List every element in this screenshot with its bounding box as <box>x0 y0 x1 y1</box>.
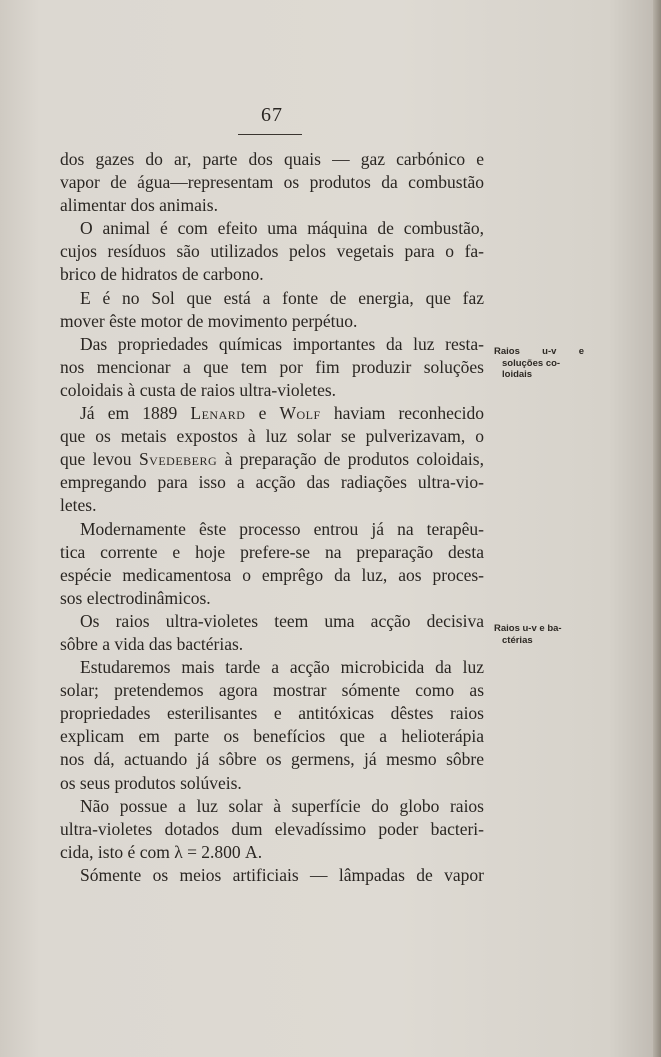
text-line: coloidais à custa de raios ultra-violetes. <box>60 379 337 400</box>
text-line: espécie medicamentosa o emprêgo da luz, aos proces- <box>60 564 484 585</box>
author-name-wolf: Wolf <box>279 403 321 424</box>
text-line: E é no Sol que está a fonte de energia, que faz <box>80 287 484 308</box>
margin-note-raios-uv-bacterias <box>494 623 584 646</box>
text-line: solar; pretendemos agora mostrar sómente como as <box>60 680 484 701</box>
author-name-svedeberg: Svedeberg <box>138 449 218 470</box>
text-line: Sómente os meios artificiais — lâmpadas de vapor <box>80 864 484 885</box>
page-edge <box>653 0 661 1057</box>
text-line: cida, isto é com λ = 2.800 A. <box>60 841 263 862</box>
text-line: vapor de água—representam os produtos da combustão <box>60 172 484 193</box>
text-line: tica corrente e hoje prefere-se na preparação desta <box>60 541 484 562</box>
text-line: explicam em parte os benefícios que a helioterápia <box>60 726 484 747</box>
margin-note-line: ctérias <box>502 634 533 646</box>
text-line-with-name <box>60 448 484 471</box>
text-line: O animal é com efeito uma máquina de combustão, <box>80 218 484 239</box>
margin-note-line: loidais <box>502 369 533 380</box>
margin-note-line: Raios u-v e ba- <box>494 623 562 634</box>
text-line: propriedades esterilisantes e antitóxicas dêstes raios <box>60 703 484 724</box>
text-line: nos mencionar a que tem por fim produzir soluções <box>60 356 484 377</box>
page-number: 67 <box>261 104 283 126</box>
margin-note-line: Raios u-v e <box>494 346 584 357</box>
text-line: ultra-violetes dotados dum elevadíssimo poder bacteri- <box>60 818 484 839</box>
text-line: Modernamente êste processo entrou já na terapêu- <box>80 518 484 539</box>
page-number-rule <box>238 134 302 135</box>
text-fragment: Já em 1889 <box>80 403 191 424</box>
text-fragment: à preparação de produtos coloidais, <box>217 449 484 470</box>
text-fragment: haviam reconhecido <box>320 403 484 424</box>
text-line: alimentar dos animais. <box>60 195 218 216</box>
text-line: Das propriedades químicas importantes da luz resta- <box>80 333 484 354</box>
text-line: Não possue a luz solar à superfície do globo raios <box>80 795 484 816</box>
text-line: brico de hidratos de carbono. <box>60 264 264 285</box>
text-line: Estudaremos mais tarde a acção microbicida da luz <box>80 657 484 678</box>
text-line: os seus produtos solúveis. <box>60 772 242 793</box>
text-line: sos electrodinâmicos. <box>60 587 211 608</box>
text-line: letes. <box>60 495 97 516</box>
text-line: Os raios ultra-violetes teem uma acção decisiva <box>80 610 484 631</box>
text-line: nos dá, actuando já sôbre os germens, já mesmo sôbre <box>60 749 484 770</box>
text-line: que os metais expostos à luz solar se pulverizavam, o <box>60 426 484 447</box>
text-fragment: e <box>245 403 280 424</box>
author-name-lenard: Lenard <box>190 403 246 424</box>
text-line: cujos resíduos são utilizados pelos vegetais para o fa- <box>60 241 484 262</box>
body-text <box>60 148 484 887</box>
text-line: mover êste motor de movimento perpétuo. <box>60 310 358 331</box>
margin-note-raios-uv-solucoes <box>494 346 584 381</box>
text-fragment: que levou <box>60 449 139 470</box>
text-line: sôbre a vida das bactérias. <box>60 633 244 654</box>
text-line-with-names <box>60 402 484 425</box>
text-line: dos gazes do ar, parte dos quais — gaz carbónico e <box>60 149 484 169</box>
text-line: empregando para isso a acção das radiações ultra-vio- <box>60 472 484 493</box>
margin-note-line: soluções co- <box>502 357 561 369</box>
